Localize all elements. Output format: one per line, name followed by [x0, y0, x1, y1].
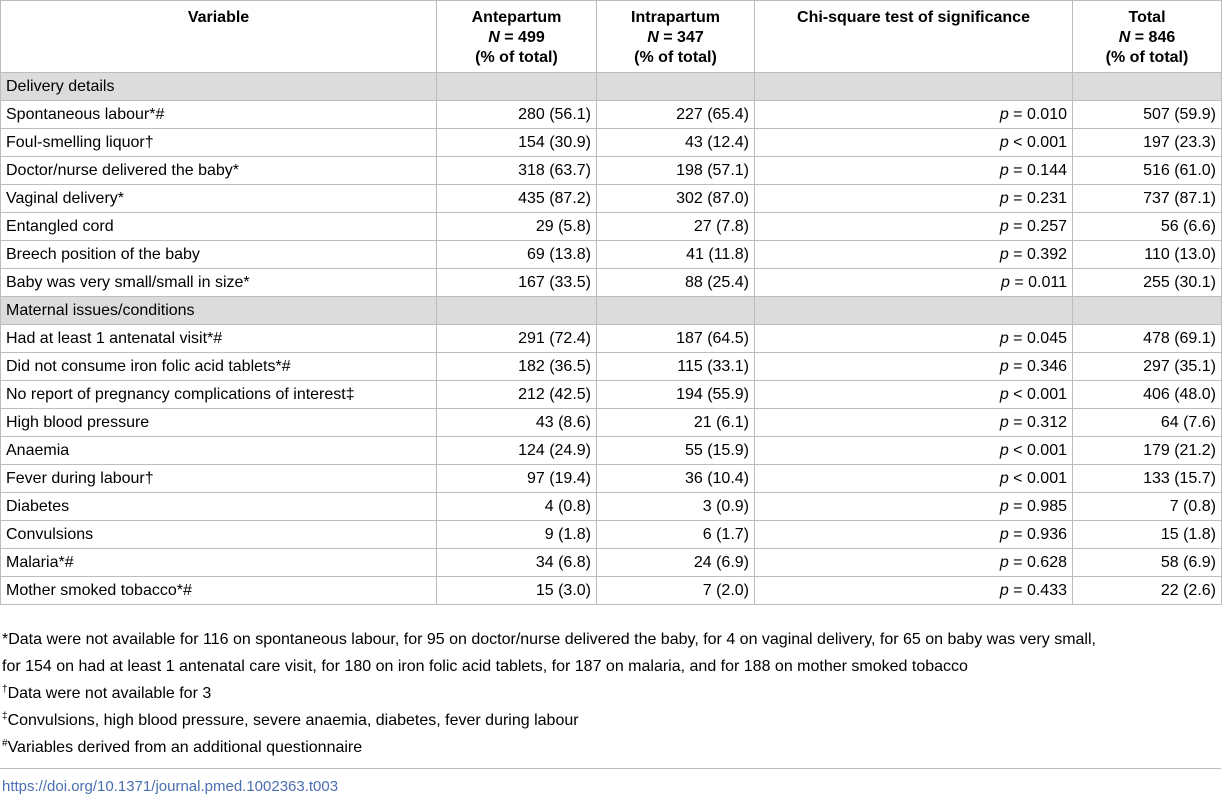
- footnote-star-line-1: *Data were not available for 116 on spontaneous labour, for 95 on doctor/nurse delivered the baby, for 4 on vaginal delivery, for 65 on baby was very small,: [2, 631, 1096, 648]
- intrapartum-cell: 43 (12.4): [597, 129, 755, 157]
- table-row: [1, 353, 1222, 381]
- antepartum-cell: 97 (19.4): [437, 465, 597, 493]
- total-cell: 737 (87.1): [1073, 185, 1222, 213]
- p-value-cell: [755, 269, 1073, 297]
- table-row: [1, 437, 1222, 465]
- p-letter: p: [999, 330, 1009, 347]
- header-antepartum-n: N = 499: [488, 29, 545, 46]
- total-cell: 64 (7.6): [1073, 409, 1222, 437]
- p-value-cell: [755, 241, 1073, 269]
- p-value-cell: [755, 381, 1073, 409]
- variable-cell: Baby was very small/small in size*: [1, 269, 437, 297]
- variable-cell: Doctor/nurse delivered the baby*: [1, 157, 437, 185]
- p-value-cell: [755, 577, 1073, 605]
- intrapartum-cell: 115 (33.1): [597, 353, 755, 381]
- variable-cell: Convulsions: [1, 521, 437, 549]
- header-total-pct: (% of total): [1105, 49, 1189, 66]
- variable-cell: Fever during labour†: [1, 465, 437, 493]
- table-row: [1, 465, 1222, 493]
- p-letter: p: [999, 498, 1009, 515]
- header-antepartum: [437, 1, 597, 73]
- table-body: [1, 73, 1222, 605]
- total-cell: 7 (0.8): [1073, 493, 1222, 521]
- variable-cell: Did not consume iron folic acid tablets*#: [1, 353, 437, 381]
- p-value: = 0.312: [1008, 414, 1067, 431]
- intrapartum-cell: 302 (87.0): [597, 185, 755, 213]
- variable-cell: Anaemia: [1, 437, 437, 465]
- table-row: [1, 185, 1222, 213]
- p-value: = 0.045: [1008, 330, 1067, 347]
- header-antepartum-pct: (% of total): [475, 49, 558, 66]
- header-total: [1073, 1, 1222, 73]
- section-title: Maternal issues/conditions: [1, 297, 437, 325]
- p-value: = 0.010: [1008, 106, 1067, 123]
- footnote-double-dagger: ‡Convulsions, high blood pressure, severe anaemia, diabetes, fever during labour: [2, 711, 579, 729]
- antepartum-cell: 182 (36.5): [437, 353, 597, 381]
- section-empty-cell: [1073, 73, 1222, 101]
- variable-cell: Malaria*#: [1, 549, 437, 577]
- p-letter: p: [999, 470, 1009, 487]
- header-antepartum-title: Antepartum: [471, 9, 562, 26]
- table-row: [1, 325, 1222, 353]
- antepartum-cell: 167 (33.5): [437, 269, 597, 297]
- p-value: = 0.985: [1008, 498, 1067, 515]
- table-row: [1, 409, 1222, 437]
- intrapartum-cell: 55 (15.9): [597, 437, 755, 465]
- antepartum-cell: 15 (3.0): [437, 577, 597, 605]
- section-empty-cell: [1073, 297, 1222, 325]
- header-intrapartum-title: Intrapartum: [631, 9, 720, 26]
- p-letter: p: [999, 554, 1009, 571]
- intrapartum-cell: 187 (64.5): [597, 325, 755, 353]
- header-intrapartum-pct: (% of total): [634, 49, 717, 66]
- p-value-cell: [755, 213, 1073, 241]
- total-cell: 133 (15.7): [1073, 465, 1222, 493]
- section-empty-cell: [437, 73, 597, 101]
- intrapartum-cell: 41 (11.8): [597, 241, 755, 269]
- variable-cell: Vaginal delivery*: [1, 185, 437, 213]
- antepartum-cell: 154 (30.9): [437, 129, 597, 157]
- header-variable: Variable: [1, 1, 437, 73]
- p-value-cell: [755, 185, 1073, 213]
- p-value-cell: [755, 409, 1073, 437]
- p-value-cell: [755, 325, 1073, 353]
- intrapartum-cell: 27 (7.8): [597, 213, 755, 241]
- intrapartum-cell: 6 (1.7): [597, 521, 755, 549]
- header-row: [1, 1, 1222, 73]
- table-row: [1, 577, 1222, 605]
- header-intrapartum-n: N = 347: [647, 29, 704, 46]
- header-chi-square: Chi-square test of significance: [755, 1, 1073, 73]
- variable-cell: No report of pregnancy complications of interest‡: [1, 381, 437, 409]
- total-cell: 15 (1.8): [1073, 521, 1222, 549]
- p-value-cell: [755, 353, 1073, 381]
- total-cell: 406 (48.0): [1073, 381, 1222, 409]
- antepartum-cell: 435 (87.2): [437, 185, 597, 213]
- intrapartum-cell: 24 (6.9): [597, 549, 755, 577]
- variable-cell: Foul-smelling liquor†: [1, 129, 437, 157]
- section-empty-cell: [437, 297, 597, 325]
- table-row: [1, 213, 1222, 241]
- p-letter: p: [1001, 274, 1010, 291]
- variable-cell: Entangled cord: [1, 213, 437, 241]
- p-letter: p: [999, 106, 1009, 123]
- p-value: = 0.346: [1008, 358, 1067, 375]
- p-letter: p: [999, 246, 1009, 263]
- section-empty-cell: [755, 73, 1073, 101]
- antepartum-cell: 69 (13.8): [437, 241, 597, 269]
- total-cell: 297 (35.1): [1073, 353, 1222, 381]
- p-value: = 0.231: [1008, 190, 1067, 207]
- table-row: [1, 493, 1222, 521]
- table-row: [1, 101, 1222, 129]
- antepartum-cell: 212 (42.5): [437, 381, 597, 409]
- p-value: < 0.001: [1008, 470, 1067, 487]
- section-row: [1, 73, 1222, 101]
- p-value-cell: [755, 157, 1073, 185]
- table-row: [1, 549, 1222, 577]
- p-value-cell: [755, 465, 1073, 493]
- antepartum-cell: 34 (6.8): [437, 549, 597, 577]
- p-letter: p: [999, 218, 1009, 235]
- footnotes: [2, 626, 1222, 761]
- variable-cell: Had at least 1 antenatal visit*#: [1, 325, 437, 353]
- intrapartum-cell: 36 (10.4): [597, 465, 755, 493]
- p-letter: p: [999, 162, 1009, 179]
- total-cell: 22 (2.6): [1073, 577, 1222, 605]
- doi-link[interactable]: https://doi.org/10.1371/journal.pmed.1002363.t003: [2, 778, 339, 795]
- variable-cell: Mother smoked tobacco*#: [1, 577, 437, 605]
- header-intrapartum: [597, 1, 755, 73]
- p-letter: p: [999, 526, 1009, 543]
- p-value-cell: [755, 549, 1073, 577]
- section-empty-cell: [755, 297, 1073, 325]
- total-cell: 56 (6.6): [1073, 213, 1222, 241]
- section-title: Delivery details: [1, 73, 437, 101]
- p-value: = 0.011: [1009, 274, 1067, 291]
- section-empty-cell: [597, 297, 755, 325]
- table-row: [1, 129, 1222, 157]
- intrapartum-cell: 21 (6.1): [597, 409, 755, 437]
- intrapartum-cell: 3 (0.9): [597, 493, 755, 521]
- p-value-cell: [755, 493, 1073, 521]
- table-row: [1, 241, 1222, 269]
- intrapartum-cell: 198 (57.1): [597, 157, 755, 185]
- p-letter: p: [999, 442, 1009, 459]
- antepartum-cell: 318 (63.7): [437, 157, 597, 185]
- table-row: [1, 521, 1222, 549]
- total-cell: 179 (21.2): [1073, 437, 1222, 465]
- variable-cell: Spontaneous labour*#: [1, 101, 437, 129]
- p-letter: p: [999, 134, 1009, 151]
- total-cell: 110 (13.0): [1073, 241, 1222, 269]
- header-total-title: Total: [1128, 9, 1166, 26]
- variable-cell: Diabetes: [1, 493, 437, 521]
- p-value: = 0.257: [1008, 218, 1067, 235]
- antepartum-cell: 43 (8.6): [437, 409, 597, 437]
- antepartum-cell: 9 (1.8): [437, 521, 597, 549]
- footnote-dagger: †Data were not available for 3: [2, 684, 212, 702]
- intrapartum-cell: 194 (55.9): [597, 381, 755, 409]
- header-total-n: N = 846: [1118, 29, 1176, 46]
- p-value: = 0.433: [1008, 582, 1067, 599]
- footnote-hash: #Variables derived from an additional questionnaire: [2, 738, 363, 756]
- total-cell: 255 (30.1): [1073, 269, 1222, 297]
- variable-cell: Breech position of the baby: [1, 241, 437, 269]
- table-row: [1, 157, 1222, 185]
- antepartum-cell: 280 (56.1): [437, 101, 597, 129]
- variable-cell: High blood pressure: [1, 409, 437, 437]
- antepartum-cell: 291 (72.4): [437, 325, 597, 353]
- p-value-cell: [755, 101, 1073, 129]
- p-value: = 0.628: [1008, 554, 1067, 571]
- p-letter: p: [999, 190, 1009, 207]
- antepartum-cell: 124 (24.9): [437, 437, 597, 465]
- total-cell: 516 (61.0): [1073, 157, 1222, 185]
- table-row: [1, 381, 1222, 409]
- antepartum-cell: 29 (5.8): [437, 213, 597, 241]
- p-value: = 0.936: [1008, 526, 1067, 543]
- total-cell: 507 (59.9): [1073, 101, 1222, 129]
- section-empty-cell: [597, 73, 755, 101]
- divider: [0, 768, 1221, 769]
- table-row: [1, 269, 1222, 297]
- footnote-star-line-2: for 154 on had at least 1 antenatal care visit, for 180 on iron folic acid tablets, for 187 on malaria, and for 188 on mother smoked tobacco: [2, 658, 968, 675]
- p-letter: p: [999, 582, 1009, 599]
- antepartum-cell: 4 (0.8): [437, 493, 597, 521]
- p-value: < 0.001: [1008, 134, 1067, 151]
- p-value: = 0.392: [1008, 246, 1067, 263]
- intrapartum-cell: 227 (65.4): [597, 101, 755, 129]
- table-header: [1, 1, 1222, 73]
- total-cell: 197 (23.3): [1073, 129, 1222, 157]
- intrapartum-cell: 7 (2.0): [597, 577, 755, 605]
- p-value-cell: [755, 521, 1073, 549]
- p-value: < 0.001: [1008, 386, 1067, 403]
- p-value: = 0.144: [1008, 162, 1067, 179]
- total-cell: 478 (69.1): [1073, 325, 1222, 353]
- section-row: [1, 297, 1222, 325]
- p-letter: p: [999, 358, 1009, 375]
- intrapartum-cell: 88 (25.4): [597, 269, 755, 297]
- p-letter: p: [999, 386, 1009, 403]
- p-value-cell: [755, 437, 1073, 465]
- p-value: < 0.001: [1008, 442, 1067, 459]
- total-cell: 58 (6.9): [1073, 549, 1222, 577]
- p-letter: p: [999, 414, 1009, 431]
- p-value-cell: [755, 129, 1073, 157]
